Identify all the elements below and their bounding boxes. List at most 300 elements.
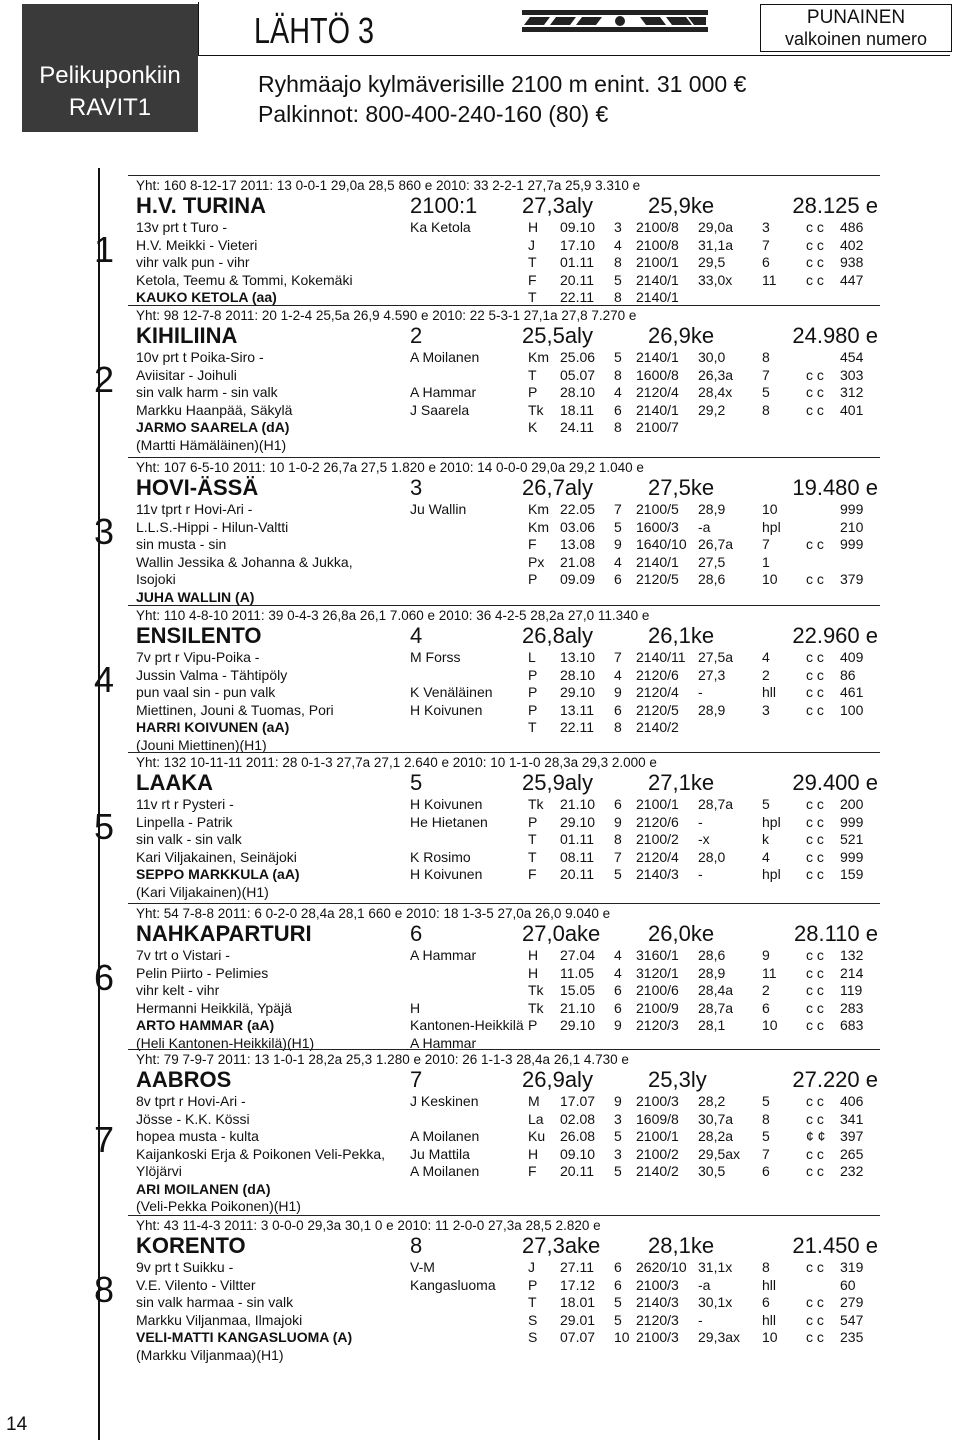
race-cell: -a <box>698 518 711 535</box>
horse-info-line: 7v prt r Vipu-Poika - <box>136 649 260 665</box>
race-cell: F <box>528 536 537 552</box>
race-cell: 29,2 <box>698 401 726 418</box>
horse-info-line: Miettinen, Jouni & Tuomas, Pori <box>136 701 334 718</box>
career-stats: Yht: 160 8-12-17 2011: 13 0-0-1 29,0a 28,5 860 e 2010: 33 2-2-1 27,7a 25,9 3.310 e <box>136 178 641 193</box>
race-cell: S <box>528 1311 538 1328</box>
horse-info-line: (Martti Hämäläinen)(H1) <box>136 436 287 453</box>
race-cell: 6 <box>614 1276 622 1293</box>
horse-info-line: 11v tprt r Hovi-Ari - <box>136 501 253 517</box>
race-cell: 132 <box>840 947 864 963</box>
page-number: 14 <box>6 1414 28 1435</box>
start-number: 7 <box>94 1119 115 1160</box>
career-stats: Yht: 132 10-11-11 2011: 28 0-1-3 27,7a 27,1 2.640 e 2010: 10 1-1-0 28,3a 29,3 2.000 e <box>136 755 657 770</box>
race-cell: K <box>528 419 538 435</box>
race-cell: 319 <box>840 1259 864 1275</box>
race-cell: 401 <box>840 401 864 418</box>
horse-info-line: Linpella - Patrik <box>136 813 233 830</box>
total-earnings: 21.450 e <box>792 1233 878 1258</box>
race-cell: 8 <box>614 254 622 270</box>
race-cell: c c <box>806 219 824 235</box>
race-cell: 2100/8 <box>636 236 679 253</box>
race-cell: 28,9 <box>698 701 726 718</box>
driver-name: H <box>410 999 421 1016</box>
race-cell: 29,0a <box>698 219 734 235</box>
race-cell: c c <box>806 666 824 683</box>
entry-divider <box>128 903 880 904</box>
race-cell: 2100/3 <box>636 1276 679 1293</box>
race-cell: Tk <box>528 401 544 418</box>
race-cell: 200 <box>840 796 864 812</box>
race-cell: 28.10 <box>560 384 596 400</box>
horse-info-line: sin musta - sin <box>136 536 227 552</box>
horse-info-line: H.V. Meikki - Vieteri <box>136 236 258 253</box>
race-cell: 232 <box>840 1163 864 1179</box>
race-cell: 26.08 <box>560 1128 596 1144</box>
start-post: 7 <box>410 1067 423 1092</box>
race-cell: 461 <box>840 684 864 700</box>
race-cell: 10 <box>762 1329 778 1345</box>
total-earnings: 29.400 e <box>792 770 878 795</box>
race-cell: c c <box>806 384 824 400</box>
best-time-volt: 27,5ke <box>648 475 715 500</box>
race-cell: 2 <box>762 982 770 998</box>
best-time-volt: 25,3ly <box>648 1067 707 1092</box>
race-cell: 402 <box>840 236 864 253</box>
race-cell: 09.09 <box>560 571 596 587</box>
race-cell: 28.10 <box>560 666 596 683</box>
race-cell: 60 <box>840 1276 856 1293</box>
race-cell: 28,7a <box>698 796 734 812</box>
race-cell: 2100/2 <box>636 1145 679 1162</box>
driver-name: K Venäläinen <box>410 684 493 700</box>
race-cell: 29,5 <box>698 254 726 270</box>
race-cell: 2100/1 <box>636 254 679 270</box>
race-cell: 7 <box>762 236 770 253</box>
race-cell: 17.12 <box>560 1276 596 1293</box>
driver-name: H Koivunen <box>410 701 483 718</box>
total-earnings: 27.220 e <box>792 1067 878 1092</box>
race-cell: 2140/1 <box>636 401 679 418</box>
race-cell: 2140/1 <box>636 553 679 570</box>
race-cell: Tk <box>528 999 544 1016</box>
race-cell: c c <box>806 401 824 418</box>
race-cell: 28,2 <box>698 1093 726 1109</box>
race-cell: c c <box>806 866 824 882</box>
race-cell: F <box>528 271 537 288</box>
race-cell: 2140/2 <box>636 719 679 735</box>
race-cell: c c <box>806 1145 824 1162</box>
career-stats: Yht: 98 12-7-8 2011: 20 1-2-4 25,5a 26,9 4.590 e 2010: 22 5-3-1 27,1a 27,8 7.270 e <box>136 308 637 323</box>
race-cell: H <box>528 1145 539 1162</box>
race-cell: 33,0x <box>698 271 733 288</box>
horse-info-line: Aviisitar - Joihuli <box>136 366 237 383</box>
race-cell: 2120/4 <box>636 848 679 865</box>
entry-divider <box>128 752 880 753</box>
race-cell: 13.08 <box>560 536 596 552</box>
driver-name: A Hammar <box>410 384 477 400</box>
horse-info-line: (Jouni Miettinen)(H1) <box>136 736 267 753</box>
race-cell: 5 <box>614 1128 622 1144</box>
race-cell: T <box>528 366 537 383</box>
race-cell: 2120/3 <box>636 1017 679 1033</box>
race-cell: 2140/11 <box>636 649 686 665</box>
race-cell: 28,4a <box>698 982 734 998</box>
sulky-horse-logo-icon <box>520 8 710 34</box>
driver-name: Ju Wallin <box>410 501 467 517</box>
race-cell: 119 <box>840 982 863 998</box>
race-cell: 30,0 <box>698 349 726 365</box>
race-cell: 5 <box>614 1163 622 1179</box>
horse-info-line: 10v prt t Poika-Siro - <box>136 349 264 365</box>
race-cell: La <box>528 1110 544 1127</box>
race-cell: T <box>528 289 537 305</box>
race-cell: 3 <box>614 1110 622 1127</box>
race-cell: 5 <box>762 384 770 400</box>
race-cell: 27,3 <box>698 666 726 683</box>
driver-name: J Saarela <box>410 401 470 418</box>
start-number: 6 <box>94 957 115 998</box>
race-cell: - <box>698 866 703 882</box>
race-cell: hll <box>762 684 777 700</box>
race-cell: J <box>528 236 535 253</box>
race-cell: 454 <box>840 349 864 365</box>
race-cell: 9 <box>762 947 770 963</box>
best-time-volt: 26,0ke <box>648 921 715 946</box>
race-cell: 6 <box>614 999 622 1016</box>
race-cell: P <box>528 813 538 830</box>
race-cell: c c <box>806 1294 824 1310</box>
race-cell: 2140/3 <box>636 866 679 882</box>
race-cell: 9 <box>614 684 622 700</box>
race-cell: 29.10 <box>560 1017 596 1033</box>
race-cell: 5 <box>614 1311 622 1328</box>
horse-info-line: sin valk harmaa - sin valk <box>136 1294 294 1310</box>
race-cell: c c <box>806 271 824 288</box>
race-cell: P <box>528 666 538 683</box>
race-cell: 7 <box>762 1145 770 1162</box>
race-cell: 10 <box>762 501 778 517</box>
horse-name: H.V. TURINA <box>136 193 266 218</box>
race-cell: 8 <box>762 1110 770 1127</box>
race-cell: c c <box>806 1093 824 1109</box>
driver-name: K Rosimo <box>410 848 471 865</box>
horse-info-line: Markku Viljanmaa, Ilmajoki <box>136 1311 303 1328</box>
race-cell: 4 <box>614 964 622 981</box>
race-cell: 2100/6 <box>636 982 679 998</box>
race-cell: 1600/3 <box>636 518 679 535</box>
race-cell: 8 <box>614 419 622 435</box>
race-cell: 11 <box>762 271 777 288</box>
best-time-volt: 26,1ke <box>648 623 715 648</box>
race-cell: 999 <box>840 536 864 552</box>
total-earnings: 28.125 e <box>792 193 878 218</box>
race-cell: 2140/2 <box>636 1163 679 1179</box>
race-cell: 27.04 <box>560 947 596 963</box>
race-cell: 279 <box>840 1294 864 1310</box>
horse-info-line: JUHA WALLIN (A) <box>136 588 255 605</box>
race-cell: 2140/3 <box>636 1294 679 1310</box>
start-number: 1 <box>94 229 115 270</box>
race-cell: 5 <box>614 1294 622 1310</box>
career-stats: Yht: 54 7-8-8 2011: 6 0-2-0 28,4a 28,1 660 e 2010: 18 1-3-5 27,0a 26,0 9.040 e <box>136 906 611 921</box>
race-cell: 29.10 <box>560 813 596 830</box>
race-cell: J <box>528 1259 535 1275</box>
driver-name: H Koivunen <box>410 866 483 882</box>
race-cell: 5 <box>614 349 622 365</box>
driver-name: M Forss <box>410 649 461 665</box>
race-cell: 9 <box>614 536 622 552</box>
race-cell: 938 <box>840 254 864 270</box>
race-cell: 2140/1 <box>636 289 679 305</box>
start-number: 4 <box>94 659 115 700</box>
race-cell: 547 <box>840 1311 864 1328</box>
header-divider-vertical <box>198 2 199 55</box>
race-cell: 30,7a <box>698 1110 734 1127</box>
race-cell: P <box>528 1017 538 1033</box>
race-cell: 341 <box>840 1110 864 1127</box>
race-cell: 28,0 <box>698 848 726 865</box>
race-cell: k <box>762 831 769 847</box>
horse-info-line: HARRI KOIVUNEN (aA) <box>136 719 290 735</box>
career-stats: Yht: 110 4-8-10 2011: 39 0-4-3 26,8a 26,1 7.060 e 2010: 36 4-2-5 28,2a 27,0 11.340 e <box>136 608 650 623</box>
race-cell: 3 <box>762 701 770 718</box>
race-cell: 31,1x <box>698 1259 733 1275</box>
race-cell: c c <box>806 982 824 998</box>
race-cell: T <box>528 831 537 847</box>
race-cell: c c <box>806 649 824 665</box>
race-cell: c c <box>806 947 824 963</box>
race-cell: 6 <box>762 1294 770 1310</box>
race-cell: 6 <box>614 982 622 998</box>
best-time-volt: 28,1ke <box>648 1233 715 1258</box>
race-cell: T <box>528 848 537 865</box>
horse-name: NAHKAPARTURI <box>136 921 312 946</box>
race-cell: 30,5 <box>698 1163 726 1179</box>
race-cell: 30,1x <box>698 1294 733 1310</box>
horse-name: AABROS <box>136 1067 232 1092</box>
total-earnings: 19.480 e <box>792 475 878 500</box>
entry-divider <box>128 175 880 176</box>
horse-info-line: Isojoki <box>136 571 176 587</box>
start-post: 2100:1 <box>410 193 478 218</box>
race-cell: 29,3ax <box>698 1329 741 1345</box>
race-prizes: Palkinnot: 800-400-240-160 (80) € <box>258 101 609 127</box>
race-cell: 2100/1 <box>636 796 679 812</box>
horse-info-line: Ketola, Teemu & Tommi, Kokemäki <box>136 271 353 288</box>
race-cell: 5 <box>614 271 622 288</box>
race-cell: Km <box>528 518 549 535</box>
race-cell: 999 <box>840 813 864 830</box>
race-cell: 86 <box>840 666 856 683</box>
race-cell: 09.10 <box>560 219 596 235</box>
race-cell: hpl <box>762 866 781 882</box>
horse-info-line: vihr kelt - vihr <box>136 982 220 998</box>
race-cell: 8 <box>762 349 770 365</box>
race-cell: 29.10 <box>560 684 596 700</box>
career-stats: Yht: 79 7-9-7 2011: 13 1-0-1 28,2a 25,3 1.280 e 2010: 26 1-1-3 28,4a 26,1 4.730 e <box>136 1052 629 1067</box>
horse-info-line: 11v rt r Pysteri - <box>136 796 234 812</box>
race-cell: 2140/1 <box>636 349 679 365</box>
best-time-auto: 26,9aly <box>522 1067 593 1092</box>
horse-info-line: 8v tprt r Hovi-Ari - <box>136 1093 246 1109</box>
race-cell: 24.11 <box>560 419 594 435</box>
race-cell: 22.11 <box>560 719 594 735</box>
race-cell: 02.08 <box>560 1110 596 1127</box>
horse-info-line: Hermanni Heikkilä, Ypäjä <box>136 999 292 1016</box>
race-cell: 2140/1 <box>636 271 679 288</box>
driver-name: Kantonen-Heikkilä <box>410 1017 524 1033</box>
race-cell: 2100/5 <box>636 501 679 517</box>
race-cell: c c <box>806 701 824 718</box>
horse-name: LAAKA <box>136 770 213 795</box>
race-cell: 2 <box>762 666 770 683</box>
race-cell: 31,1a <box>698 236 734 253</box>
race-cell: 28,7a <box>698 999 734 1016</box>
race-title: LÄHTÖ 3 <box>254 10 375 51</box>
race-cell: 3 <box>614 1145 622 1162</box>
race-cell: 8 <box>614 289 622 305</box>
race-cell: c c <box>806 536 824 552</box>
career-stats: Yht: 43 11-4-3 2011: 3 0-0-0 29,3a 30,1 0 e 2010: 11 2-0-0 27,3a 28,5 2.820 e <box>136 1218 601 1233</box>
race-cell: 28,6 <box>698 947 726 963</box>
race-cell: 9 <box>614 1017 622 1033</box>
race-cell: 6 <box>614 401 622 418</box>
race-cell: 2120/6 <box>636 813 679 830</box>
race-cell: 28,6 <box>698 571 726 587</box>
race-cell: 100 <box>840 701 864 718</box>
race-cell: 20.11 <box>560 1163 594 1179</box>
best-time-auto: 27,3aly <box>522 193 593 218</box>
race-cell: 18.11 <box>560 401 594 418</box>
race-cell: 235 <box>840 1329 864 1345</box>
race-cell: 214 <box>840 964 864 981</box>
race-cell: 4 <box>614 553 622 570</box>
race-cell: c c <box>806 999 824 1016</box>
driver-name: Kangasluoma <box>410 1276 496 1293</box>
race-cell: 397 <box>840 1128 864 1144</box>
race-cell: 7 <box>614 501 622 517</box>
race-description: Ryhmäajo kylmäverisille 2100 m enint. 31 000 € <box>258 71 747 97</box>
race-cell: c c <box>806 964 824 981</box>
race-cell: T <box>528 719 537 735</box>
race-cell: 6 <box>762 254 770 270</box>
race-cell: c c <box>806 236 824 253</box>
start-post: 3 <box>410 475 423 500</box>
race-cell: 8 <box>614 831 622 847</box>
race-cell: 5 <box>762 796 770 812</box>
race-cell: -x <box>698 831 710 847</box>
driver-name: A Hammar <box>410 1034 477 1051</box>
start-number: 8 <box>94 1269 115 1310</box>
race-cell: 2120/4 <box>636 684 679 700</box>
race-cell: 999 <box>840 501 864 517</box>
best-time-auto: 26,8aly <box>522 623 593 648</box>
horse-name: KORENTO <box>136 1233 246 1258</box>
race-cell: 7 <box>614 848 622 865</box>
brand-line-2: RAVIT1 <box>68 94 152 121</box>
race-cell: 2100/1 <box>636 1128 679 1144</box>
race-cell: c c <box>806 831 824 847</box>
race-cell: 17.10 <box>560 236 596 253</box>
race-cell: L <box>528 649 536 665</box>
entry-divider <box>128 1215 880 1216</box>
horse-info-line: KAUKO KETOLA (aa) <box>136 289 277 305</box>
race-cell: 2120/5 <box>636 571 679 587</box>
race-cell: 21.10 <box>560 796 596 812</box>
driver-name: H Koivunen <box>410 796 483 812</box>
race-cell: Tk <box>528 982 544 998</box>
race-cell: 2100/3 <box>636 1093 679 1109</box>
horse-info-line: hopea musta - kulta <box>136 1128 259 1144</box>
race-cell: 1600/8 <box>636 366 679 383</box>
race-cell: 27.11 <box>560 1259 594 1275</box>
driver-name: He Hietanen <box>410 813 488 830</box>
horse-info-line: Ylöjärvi <box>136 1163 182 1179</box>
race-cell: 15.05 <box>560 982 596 998</box>
race-cell: 4 <box>614 236 622 253</box>
race-cell: Ku <box>528 1128 546 1144</box>
horse-info-line: sin valk - sin valk <box>136 831 242 847</box>
race-cell: 683 <box>840 1017 864 1033</box>
race-cell: c c <box>806 1017 824 1033</box>
race-cell: - <box>698 1311 703 1328</box>
race-cell: 409 <box>840 649 864 665</box>
horse-info-line: Jussin Valma - Tähtipöly <box>136 666 288 683</box>
race-cell: T <box>528 1294 537 1310</box>
race-cell: 3160/1 <box>636 947 679 963</box>
race-cell: 10 <box>762 1017 778 1033</box>
race-cell: 09.10 <box>560 1145 596 1162</box>
entry-divider <box>128 1049 880 1050</box>
race-cell: Km <box>528 501 549 517</box>
horse-info-line: pun vaal sin - pun valk <box>136 684 276 700</box>
race-cell: 20.11 <box>560 866 594 882</box>
race-cell: 25.06 <box>560 349 596 365</box>
race-cell: 20.11 <box>560 271 594 288</box>
race-cell: 486 <box>840 219 864 235</box>
race-cell: 11.05 <box>560 964 594 981</box>
horse-info-line: (Veli-Pekka Poikonen)(H1) <box>136 1198 301 1214</box>
race-cell: 2120/5 <box>636 701 679 718</box>
race-cell: c c <box>806 813 824 830</box>
race-cell: 521 <box>840 831 864 847</box>
race-cell: 3120/1 <box>636 964 679 981</box>
horse-info-line: 9v prt t Suikku - <box>136 1259 234 1275</box>
race-cell: 2100/7 <box>636 419 679 435</box>
entry-divider <box>128 605 880 606</box>
race-cell: 22.11 <box>560 289 594 305</box>
race-cell: 2100/8 <box>636 219 679 235</box>
race-cell: 1 <box>762 553 770 570</box>
entry-divider <box>128 457 880 458</box>
driver-name: Ju Mattila <box>410 1145 470 1162</box>
driver-name: A Moilanen <box>410 349 480 365</box>
race-cell: 4 <box>614 666 622 683</box>
race-cell: 283 <box>840 999 864 1016</box>
driver-name: V-M <box>410 1259 435 1275</box>
race-cell: 8 <box>614 366 622 383</box>
race-cell: hll <box>762 1311 777 1328</box>
race-cell: 26,3a <box>698 366 734 383</box>
best-time-volt: 25,9ke <box>648 193 715 218</box>
race-cell: 3 <box>762 219 770 235</box>
race-cell: Tk <box>528 796 544 812</box>
race-cell: 11 <box>762 964 777 981</box>
race-cell: c c <box>806 848 824 865</box>
driver-name: A Hammar <box>410 947 477 963</box>
race-cell: hpl <box>762 518 781 535</box>
horse-info-line: VELI-MATTI KANGASLUOMA (A) <box>136 1329 353 1345</box>
